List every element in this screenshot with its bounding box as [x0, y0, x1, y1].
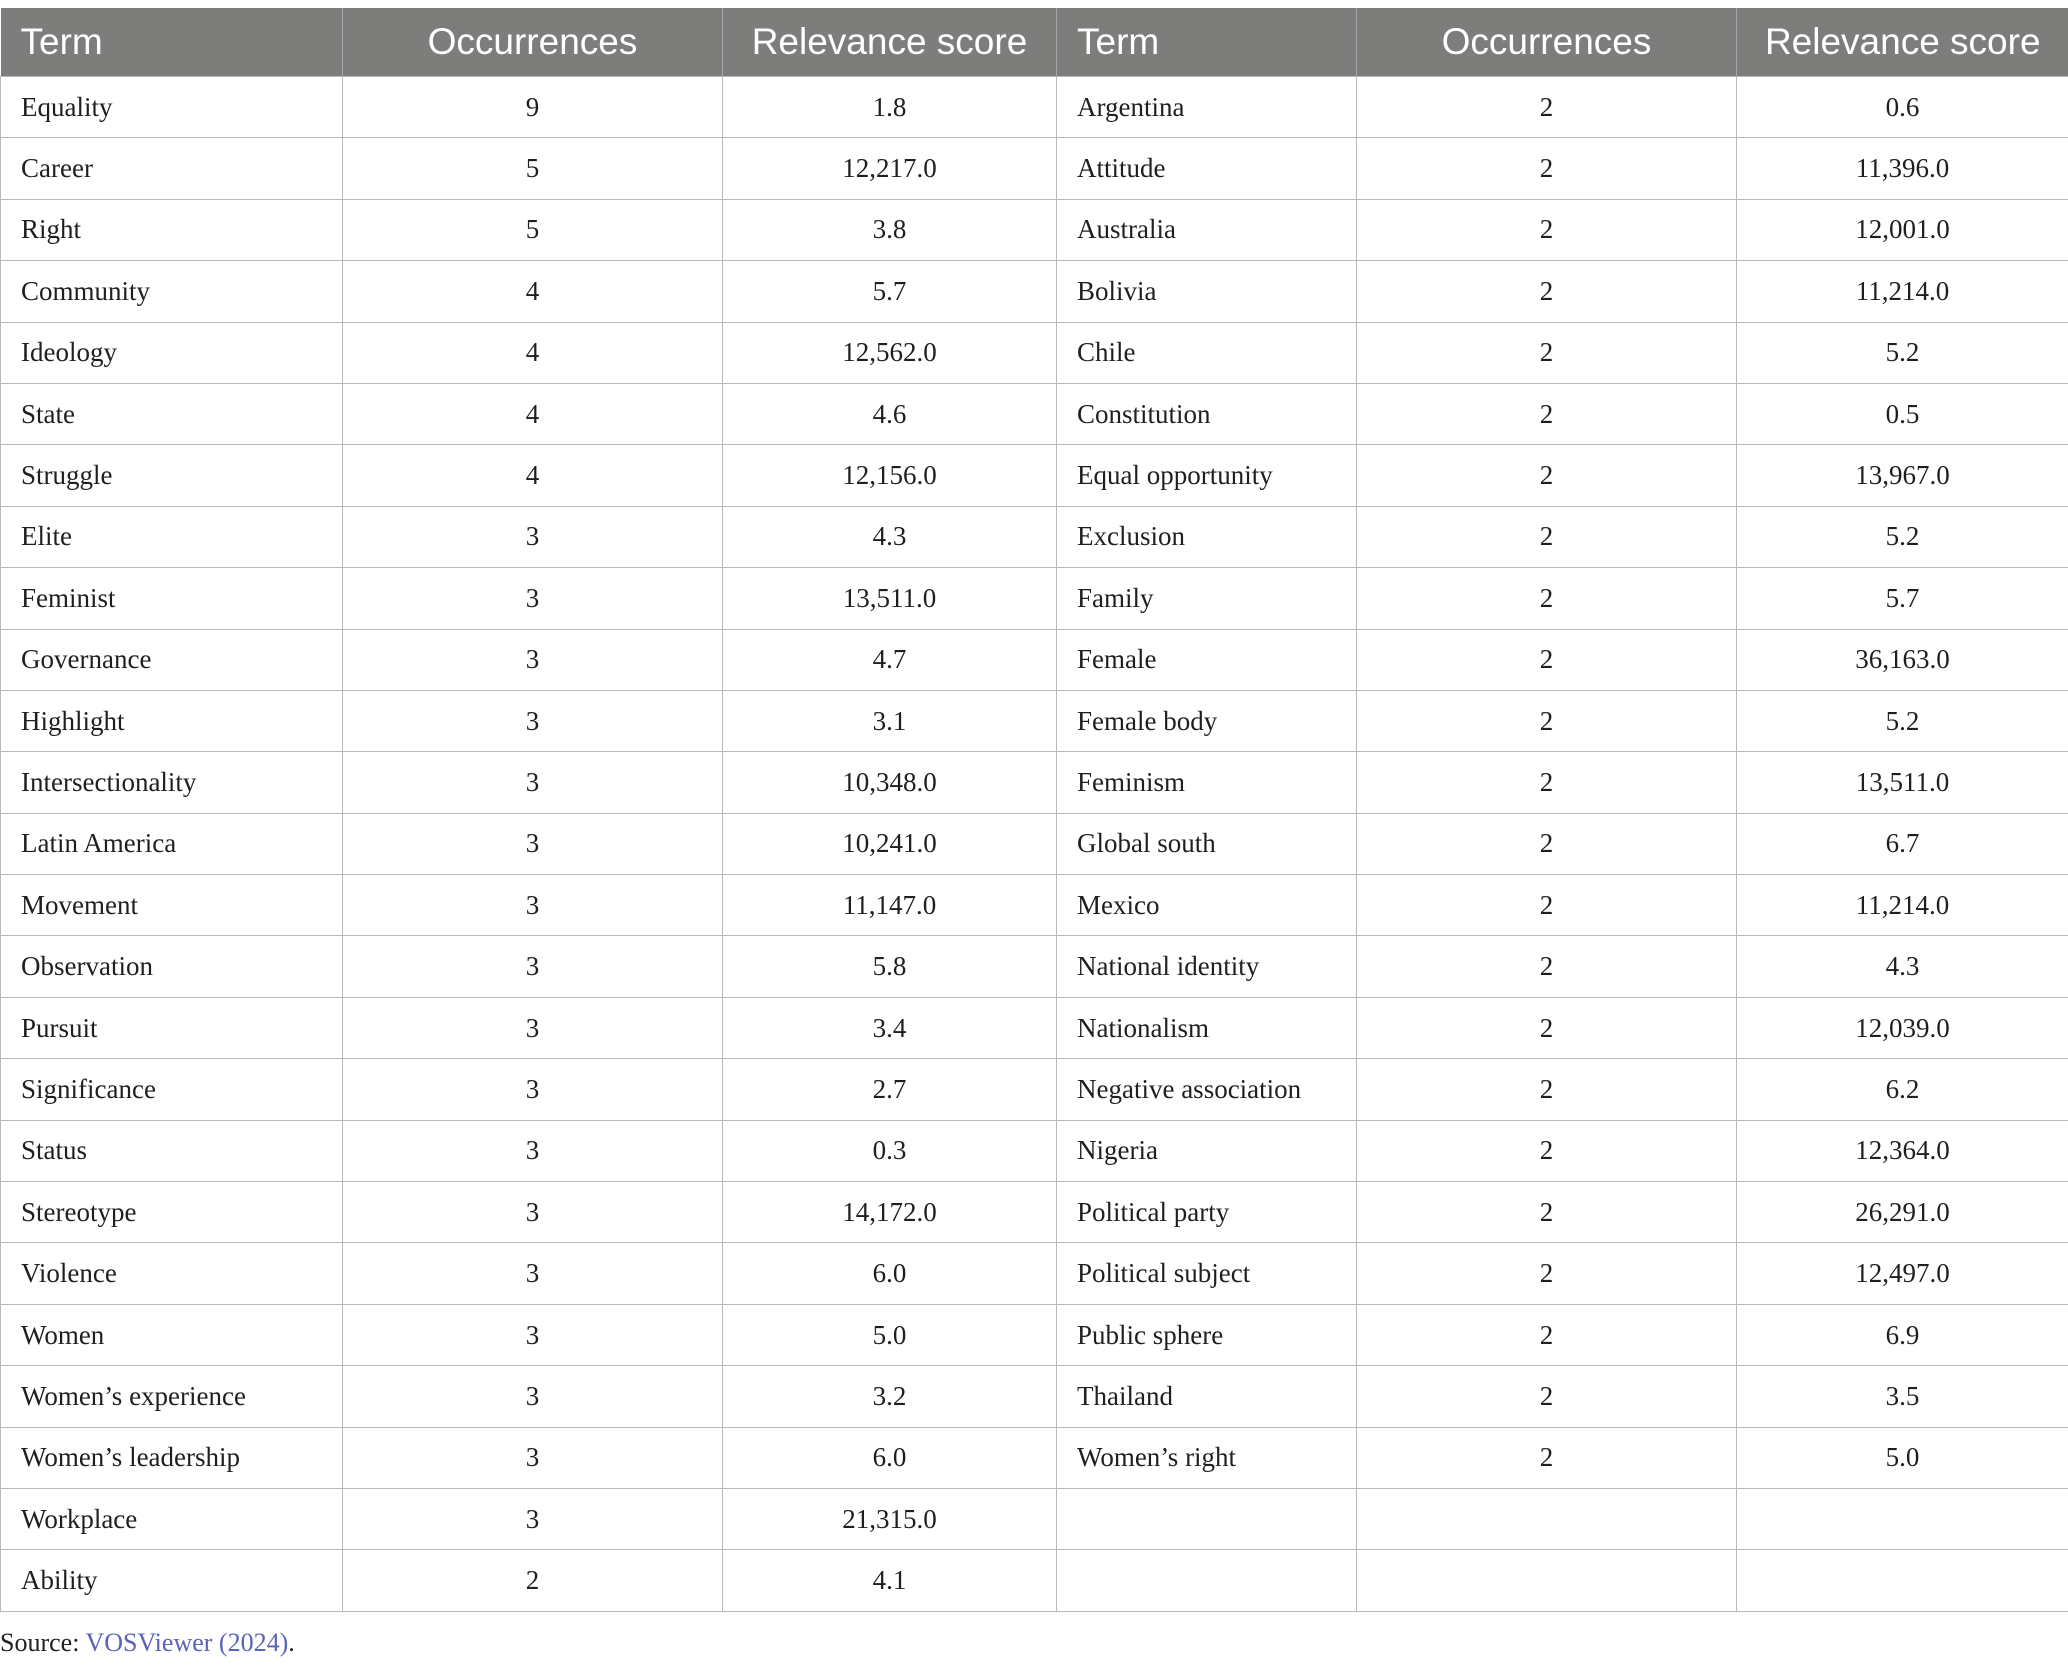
header-row	[1, 8, 2068, 77]
cell-occurrences-right: 2	[1357, 199, 1737, 260]
cell-term-left: Elite	[1, 506, 343, 567]
cell-occurrences-right: 2	[1357, 1182, 1737, 1243]
table-row	[1, 138, 2068, 199]
cell-term-right: Family	[1057, 568, 1357, 629]
table-row	[1, 1550, 2068, 1611]
cell-term-left: Significance	[1, 1059, 343, 1120]
cell-relevance-left: 3.2	[723, 1366, 1057, 1427]
cell-occurrences-left: 3	[343, 1366, 723, 1427]
cell-term-right: Mexico	[1057, 875, 1357, 936]
cell-term-left: Governance	[1, 629, 343, 690]
cell-term-right: Women’s right	[1057, 1427, 1357, 1488]
table-container	[0, 8, 2068, 1612]
cell-relevance-right: 11,214.0	[1737, 261, 2068, 322]
header-term-right: Term	[1057, 8, 1357, 77]
cell-term-left: Ideology	[1, 322, 343, 383]
cell-relevance-left: 10,348.0	[723, 752, 1057, 813]
table-row	[1, 199, 2068, 260]
source-note	[0, 1628, 295, 1658]
table-row	[1, 997, 2068, 1058]
cell-term-right: Female body	[1057, 690, 1357, 751]
cell-relevance-left: 5.7	[723, 261, 1057, 322]
cell-term-left: Feminist	[1, 568, 343, 629]
table-row	[1, 936, 2068, 997]
cell-occurrences-right: 2	[1357, 936, 1737, 997]
cell-relevance-right	[1737, 1488, 2068, 1549]
cell-term-left: Women	[1, 1304, 343, 1365]
cell-relevance-left: 5.8	[723, 936, 1057, 997]
cell-term-right: Chile	[1057, 322, 1357, 383]
cell-relevance-right: 11,396.0	[1737, 138, 2068, 199]
cell-term-right: Political party	[1057, 1182, 1357, 1243]
table-row	[1, 322, 2068, 383]
cell-term-left: Workplace	[1, 1488, 343, 1549]
cell-occurrences-right: 2	[1357, 1304, 1737, 1365]
cell-relevance-left: 11,147.0	[723, 875, 1057, 936]
cell-term-right: Nigeria	[1057, 1120, 1357, 1181]
cell-relevance-right: 3.5	[1737, 1366, 2068, 1427]
table-row	[1, 629, 2068, 690]
cell-relevance-left: 12,217.0	[723, 138, 1057, 199]
cell-term-left: State	[1, 383, 343, 444]
cell-occurrences-right: 2	[1357, 77, 1737, 138]
cell-occurrences-left: 3	[343, 568, 723, 629]
cell-term-left: Equality	[1, 77, 343, 138]
cell-occurrences-left: 3	[343, 875, 723, 936]
cell-term-right: Thailand	[1057, 1366, 1357, 1427]
cell-term-right: Equal opportunity	[1057, 445, 1357, 506]
cell-occurrences-right: 2	[1357, 813, 1737, 874]
cell-term-right: Bolivia	[1057, 261, 1357, 322]
source-suffix: .	[288, 1628, 295, 1657]
cell-relevance-left: 4.1	[723, 1550, 1057, 1611]
table-row	[1, 1182, 2068, 1243]
cell-occurrences-right: 2	[1357, 1366, 1737, 1427]
cell-occurrences-right	[1357, 1550, 1737, 1611]
cell-term-right: Public sphere	[1057, 1304, 1357, 1365]
table-row	[1, 752, 2068, 813]
cell-relevance-right: 6.7	[1737, 813, 2068, 874]
cell-occurrences-right: 2	[1357, 997, 1737, 1058]
cell-occurrences-right: 2	[1357, 629, 1737, 690]
cell-relevance-right: 5.2	[1737, 690, 2068, 751]
table-row	[1, 1488, 2068, 1549]
cell-occurrences-right: 2	[1357, 568, 1737, 629]
cell-occurrences-left: 4	[343, 383, 723, 444]
cell-relevance-left: 10,241.0	[723, 813, 1057, 874]
cell-occurrences-left: 3	[343, 690, 723, 751]
table-row	[1, 383, 2068, 444]
cell-relevance-right: 12,001.0	[1737, 199, 2068, 260]
cell-term-right: Female	[1057, 629, 1357, 690]
table-row	[1, 77, 2068, 138]
header-occurrences-left: Occurrences	[343, 8, 723, 77]
cell-occurrences-left: 3	[343, 1427, 723, 1488]
cell-occurrences-left: 2	[343, 1550, 723, 1611]
cell-occurrences-left: 3	[343, 813, 723, 874]
cell-term-left: Right	[1, 199, 343, 260]
cell-relevance-left: 2.7	[723, 1059, 1057, 1120]
cell-relevance-right	[1737, 1550, 2068, 1611]
source-prefix: Source:	[0, 1628, 86, 1657]
cell-occurrences-right: 2	[1357, 752, 1737, 813]
cell-relevance-right: 26,291.0	[1737, 1182, 2068, 1243]
cell-term-right: Feminism	[1057, 752, 1357, 813]
cell-term-left: Violence	[1, 1243, 343, 1304]
cell-occurrences-left: 9	[343, 77, 723, 138]
cell-relevance-right: 6.9	[1737, 1304, 2068, 1365]
cell-relevance-right: 0.6	[1737, 77, 2068, 138]
cell-term-left: Latin America	[1, 813, 343, 874]
cell-term-right	[1057, 1488, 1357, 1549]
cell-relevance-right: 5.2	[1737, 322, 2068, 383]
cell-occurrences-right: 2	[1357, 690, 1737, 751]
header-relevance-left: Relevance score	[723, 8, 1057, 77]
table-row	[1, 261, 2068, 322]
table-row	[1, 690, 2068, 751]
cell-term-right: Nationalism	[1057, 997, 1357, 1058]
cell-relevance-left: 4.7	[723, 629, 1057, 690]
cell-relevance-left: 4.6	[723, 383, 1057, 444]
cell-occurrences-right: 2	[1357, 445, 1737, 506]
cell-occurrences-left: 3	[343, 1488, 723, 1549]
cell-term-right: Constitution	[1057, 383, 1357, 444]
cell-occurrences-left: 5	[343, 138, 723, 199]
table-row	[1, 568, 2068, 629]
table-row	[1, 813, 2068, 874]
cell-relevance-left: 12,562.0	[723, 322, 1057, 383]
table-body	[1, 77, 2068, 1612]
cell-occurrences-right: 2	[1357, 261, 1737, 322]
table-row	[1, 1120, 2068, 1181]
cell-occurrences-left: 3	[343, 629, 723, 690]
cell-relevance-left: 4.3	[723, 506, 1057, 567]
cell-term-right: National identity	[1057, 936, 1357, 997]
cell-occurrences-left: 3	[343, 1059, 723, 1120]
cell-relevance-right: 13,967.0	[1737, 445, 2068, 506]
table-row	[1, 1243, 2068, 1304]
cell-relevance-right: 5.7	[1737, 568, 2068, 629]
cell-occurrences-left: 5	[343, 199, 723, 260]
cell-relevance-left: 3.1	[723, 690, 1057, 751]
cell-occurrences-right: 2	[1357, 1120, 1737, 1181]
cell-term-left: Ability	[1, 1550, 343, 1611]
cell-relevance-right: 12,497.0	[1737, 1243, 2068, 1304]
cell-relevance-left: 5.0	[723, 1304, 1057, 1365]
cell-occurrences-left: 3	[343, 1304, 723, 1365]
cell-occurrences-left: 3	[343, 1120, 723, 1181]
table-row	[1, 1427, 2068, 1488]
cell-occurrences-right	[1357, 1488, 1737, 1549]
cell-occurrences-right: 2	[1357, 383, 1737, 444]
cell-occurrences-left: 4	[343, 261, 723, 322]
table-row	[1, 1059, 2068, 1120]
cell-term-left: Career	[1, 138, 343, 199]
cell-relevance-right: 11,214.0	[1737, 875, 2068, 936]
cell-occurrences-left: 3	[343, 1182, 723, 1243]
cell-relevance-left: 0.3	[723, 1120, 1057, 1181]
table-row	[1, 445, 2068, 506]
cell-term-left: Women’s leadership	[1, 1427, 343, 1488]
cell-term-right: Argentina	[1057, 77, 1357, 138]
cell-term-left: Struggle	[1, 445, 343, 506]
cell-relevance-right: 4.3	[1737, 936, 2068, 997]
cell-relevance-left: 1.8	[723, 77, 1057, 138]
cell-occurrences-left: 3	[343, 997, 723, 1058]
cell-term-left: Stereotype	[1, 1182, 343, 1243]
table-row	[1, 875, 2068, 936]
cell-occurrences-right: 2	[1357, 506, 1737, 567]
cell-relevance-right: 12,364.0	[1737, 1120, 2068, 1181]
cell-relevance-left: 3.4	[723, 997, 1057, 1058]
cell-occurrences-left: 3	[343, 936, 723, 997]
cell-term-right: Australia	[1057, 199, 1357, 260]
cell-term-left: Movement	[1, 875, 343, 936]
table-row	[1, 1304, 2068, 1365]
cell-relevance-left: 12,156.0	[723, 445, 1057, 506]
table-row	[1, 1366, 2068, 1427]
cell-term-right: Attitude	[1057, 138, 1357, 199]
cell-occurrences-left: 4	[343, 445, 723, 506]
cell-relevance-right: 13,511.0	[1737, 752, 2068, 813]
cell-term-left: Status	[1, 1120, 343, 1181]
cell-occurrences-right: 2	[1357, 138, 1737, 199]
cell-occurrences-left: 3	[343, 752, 723, 813]
cell-occurrences-left: 3	[343, 1243, 723, 1304]
cell-relevance-right: 5.0	[1737, 1427, 2068, 1488]
header-relevance-right: Relevance score	[1737, 8, 2068, 77]
cell-occurrences-right: 2	[1357, 1427, 1737, 1488]
cell-term-right	[1057, 1550, 1357, 1611]
cell-relevance-left: 3.8	[723, 199, 1057, 260]
header-term-left: Term	[1, 8, 343, 77]
cell-occurrences-left: 4	[343, 322, 723, 383]
cell-term-right: Negative association	[1057, 1059, 1357, 1120]
cell-term-left: Intersectionality	[1, 752, 343, 813]
cell-relevance-right: 5.2	[1737, 506, 2068, 567]
header-occurrences-right: Occurrences	[1357, 8, 1737, 77]
cell-relevance-right: 0.5	[1737, 383, 2068, 444]
cell-relevance-right: 12,039.0	[1737, 997, 2068, 1058]
cell-relevance-right: 6.2	[1737, 1059, 2068, 1120]
cell-relevance-left: 14,172.0	[723, 1182, 1057, 1243]
cell-term-left: Community	[1, 261, 343, 322]
cell-relevance-left: 21,315.0	[723, 1488, 1057, 1549]
cell-term-right: Global south	[1057, 813, 1357, 874]
cell-term-left: Pursuit	[1, 997, 343, 1058]
cell-occurrences-right: 2	[1357, 875, 1737, 936]
cell-relevance-right: 36,163.0	[1737, 629, 2068, 690]
cell-occurrences-right: 2	[1357, 1059, 1737, 1120]
table-row	[1, 506, 2068, 567]
cell-term-right: Exclusion	[1057, 506, 1357, 567]
cell-occurrences-left: 3	[343, 506, 723, 567]
cell-relevance-left: 6.0	[723, 1243, 1057, 1304]
cell-occurrences-right: 2	[1357, 322, 1737, 383]
cell-relevance-left: 6.0	[723, 1427, 1057, 1488]
cell-term-left: Women’s experience	[1, 1366, 343, 1427]
terms-table	[0, 8, 2068, 1612]
cell-term-left: Highlight	[1, 690, 343, 751]
cell-term-right: Political subject	[1057, 1243, 1357, 1304]
cell-occurrences-right: 2	[1357, 1243, 1737, 1304]
source-link[interactable]: VOSViewer (2024)	[85, 1628, 289, 1657]
cell-relevance-left: 13,511.0	[723, 568, 1057, 629]
cell-term-left: Observation	[1, 936, 343, 997]
